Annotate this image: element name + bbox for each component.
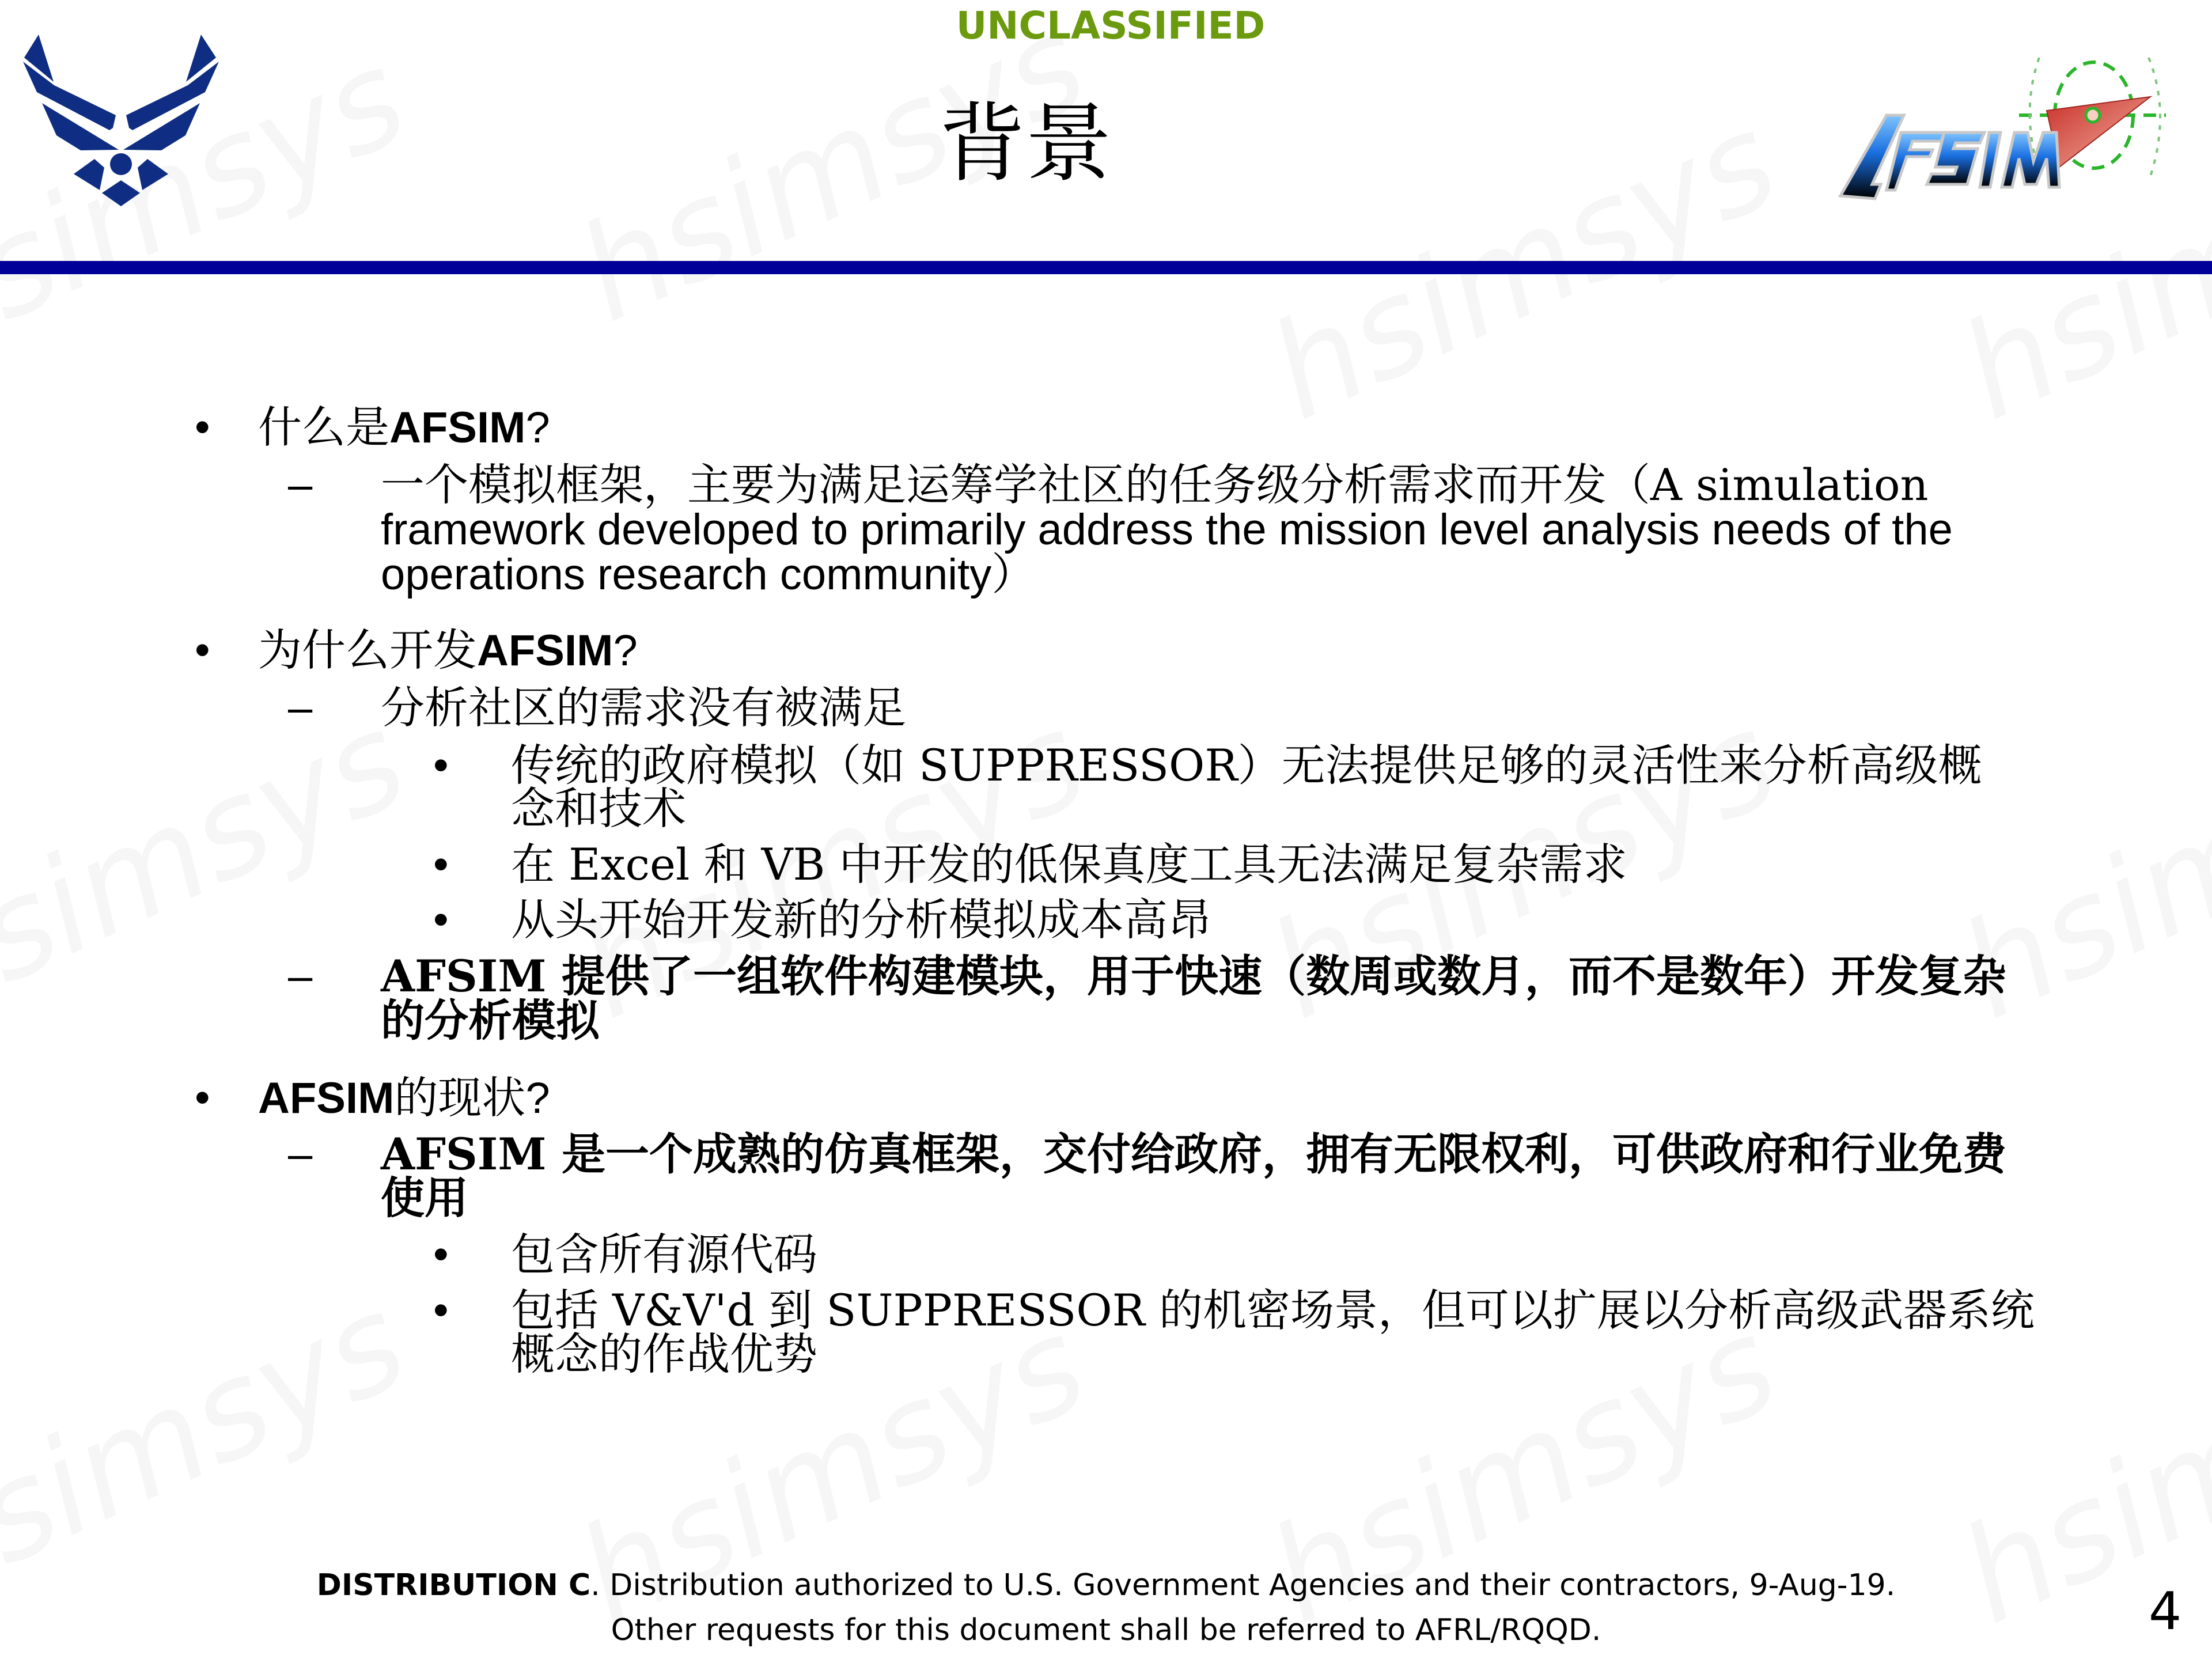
heading-bold-text: AFSIM bbox=[258, 1074, 395, 1123]
classification-banner: UNCLASSIFIED bbox=[956, 3, 1266, 48]
list-item-line: 在 Excel 和 VB 中开发的低保真度工具无法满足复杂需求 bbox=[511, 839, 1627, 890]
bullet-icon: • bbox=[433, 741, 449, 790]
heading-suffix: ? bbox=[525, 403, 550, 452]
distribution-statement bbox=[0, 1568, 2212, 1603]
heading-suffix: ? bbox=[613, 626, 638, 675]
bullet-icon: • bbox=[433, 1230, 449, 1279]
distribution-text: . Distribution authorized to U.S. Government Agencies and their contractors, 9-Aug-19. bbox=[590, 1568, 1896, 1603]
heading-text: 为什么开发 bbox=[258, 624, 477, 676]
section-heading bbox=[258, 402, 550, 453]
bullet-icon: • bbox=[433, 840, 449, 889]
dash-icon: – bbox=[288, 460, 313, 509]
list-item-line: framework developed to primarily address the mission level analysis needs of the bbox=[381, 505, 1953, 554]
list-item-line: 概念的作战优势 bbox=[511, 1328, 817, 1380]
header-divider bbox=[0, 261, 2212, 274]
list-item-line: AFSIM 是一个成熟的仿真框架，交付给政府，拥有无限权利，可供政府和行业免费 bbox=[381, 1128, 2006, 1180]
list-item-line: 包含所有源代码 bbox=[511, 1229, 817, 1280]
list-item-line: 使用 bbox=[381, 1172, 468, 1224]
list-item-line: 念和技术 bbox=[511, 783, 686, 834]
distribution-label: DISTRIBUTION C bbox=[316, 1568, 591, 1603]
list-item-line: 分析社区的需求没有被满足 bbox=[381, 682, 906, 733]
dash-icon: – bbox=[288, 683, 313, 732]
dash-icon: – bbox=[288, 952, 313, 1001]
list-item-line: operations research community） bbox=[381, 550, 1036, 599]
list-item-line: AFSIM 提供了一组软件构建模块，用于快速（数周或数月，而不是数年）开发复杂 bbox=[381, 950, 2006, 1002]
list-item-line: 的分析模拟 bbox=[381, 995, 600, 1046]
bullet-icon: • bbox=[195, 1073, 210, 1122]
heading-bold-text: AFSIM bbox=[389, 403, 526, 452]
section-heading bbox=[258, 1072, 550, 1123]
bullet-icon: • bbox=[433, 1286, 449, 1335]
section-heading bbox=[258, 624, 638, 676]
slide-title: 背景 bbox=[938, 94, 1112, 194]
heading-suffix: ? bbox=[525, 1074, 550, 1123]
dash-icon: – bbox=[288, 1130, 313, 1179]
list-item-line: 包括 V&V'd 到 SUPPRESSOR 的机密场景，但可以扩展以分析高级武器系统 bbox=[511, 1285, 2035, 1336]
list-item-line: 从头开始开发新的分析模拟成本高昂 bbox=[511, 894, 1211, 945]
list-item-line: 一个模拟框架，主要为满足运筹学社区的任务级分析需求而开发（A simulation bbox=[381, 459, 1929, 510]
heading-bold-text: AFSIM bbox=[477, 626, 613, 675]
bullet-icon: • bbox=[195, 403, 210, 452]
bullet-icon: • bbox=[195, 626, 210, 675]
bullet-icon: • bbox=[433, 895, 449, 944]
page-number: 4 bbox=[2149, 1581, 2182, 1642]
heading-text: 什么是 bbox=[258, 402, 389, 453]
afsim-logo-icon bbox=[1829, 46, 2175, 207]
distribution-referral: Other requests for this document shall be referred to AFRL/RQQD. bbox=[611, 1613, 1601, 1647]
heading-text: 的现状 bbox=[394, 1072, 526, 1123]
watermark bbox=[0, 683, 427, 1049]
list-item-line: 传统的政府模拟（如 SUPPRESSOR）无法提供足够的灵活性来分析高级概 bbox=[511, 740, 1982, 791]
